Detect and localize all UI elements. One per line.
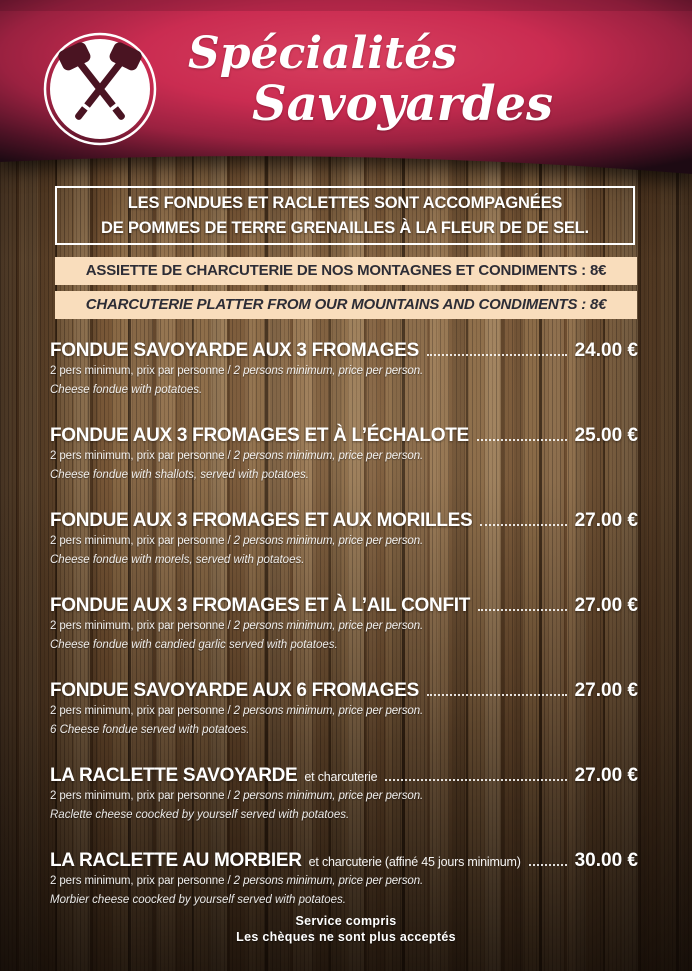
item-price: 27.00 € [574, 680, 638, 701]
item-detail [50, 534, 638, 549]
item-price: 27.00 € [574, 765, 638, 786]
item-detail [50, 449, 638, 464]
dotted-leader [478, 609, 567, 611]
item-detail-fr: 2 pers minimum, prix par personne / [50, 450, 234, 462]
item-name: LA RACLETTE SAVOYARDE [50, 765, 298, 786]
item-detail-fr: 2 pers minimum, prix par personne / [50, 620, 234, 632]
item-description: Cheese fondue with potatoes. [50, 384, 203, 396]
item-price: 30.00 € [574, 850, 638, 871]
item-detail-fr: 2 pers minimum, prix par personne / [50, 875, 234, 887]
menu-item [50, 510, 638, 595]
dotted-leader [480, 524, 566, 526]
item-price: 27.00 € [574, 595, 638, 616]
charcuterie-banner-en-text: CHARCUTERIE PLATTER FROM OUR MOUNTAINS AND CONDIMENTS : 8€ [85, 296, 607, 313]
item-suffix: et charcuterie [304, 770, 378, 784]
item-detail [50, 364, 638, 379]
item-title-row [50, 510, 638, 531]
item-title-row [50, 765, 638, 786]
item-name: LA RACLETTE AU MORBIER [50, 850, 302, 871]
item-detail-fr: 2 pers minimum, prix par personne / [50, 365, 234, 377]
menu-list [50, 340, 638, 935]
item-description: Raclette cheese coocked by yourself served with potatoes. [50, 809, 350, 821]
item-detail-fr: 2 pers minimum, prix par personne / [50, 790, 234, 802]
item-title-row [50, 680, 638, 701]
item-title-row [50, 340, 638, 361]
dotted-leader [427, 694, 567, 696]
item-price: 24.00 € [574, 340, 638, 361]
page-title-line1: Spécialités [188, 28, 458, 79]
notice-line2: DE POMMES DE TERRE GRENAILLES À LA FLEUR DE DE SEL. [101, 218, 589, 237]
item-name: FONDUE SAVOYARDE AUX 3 FROMAGES [50, 340, 419, 361]
item-description: Morbier cheese coocked by yourself served with potatoes. [50, 894, 346, 906]
item-description: Cheese fondue with shallots, served with potatoes. [50, 469, 309, 481]
item-detail-en: 2 persons minimum, price per person. [233, 450, 424, 462]
item-price: 25.00 € [574, 425, 638, 446]
item-detail-en: 2 persons minimum, price per person. [233, 790, 424, 802]
item-detail-en: 2 persons minimum, price per person. [233, 620, 424, 632]
notice-line1: LES FONDUES ET RACLETTES SONT ACCOMPAGNÉES [127, 193, 563, 212]
menu-item [50, 680, 638, 765]
footer-line2: Les chèques ne sont plus acceptés [236, 930, 456, 944]
item-detail [50, 704, 638, 719]
item-suffix: et charcuterie (affiné 45 jours minimum) [308, 855, 521, 869]
notice-box [55, 186, 635, 245]
charcuterie-banner-fr [55, 257, 637, 285]
item-detail-en: 2 persons minimum, price per person. [233, 535, 424, 547]
item-description: Cheese fondue with morels, served with potatoes. [50, 554, 305, 566]
item-detail [50, 874, 638, 889]
dotted-leader [477, 439, 567, 441]
crossed-ice-axes-icon [42, 31, 158, 147]
item-name: FONDUE AUX 3 FROMAGES ET À L’AIL CONFIT [50, 595, 471, 616]
item-name: FONDUE AUX 3 FROMAGES ET AUX MORILLES [50, 510, 473, 531]
item-detail-fr: 2 pers minimum, prix par personne / [50, 705, 234, 717]
item-name: FONDUE AUX 3 FROMAGES ET À L’ÉCHALOTE [50, 425, 469, 446]
dotted-leader [529, 864, 567, 866]
item-description: Cheese fondue with candied garlic served with potatoes. [50, 639, 338, 651]
footer [0, 913, 692, 945]
item-detail-fr: 2 pers minimum, prix par personne / [50, 535, 234, 547]
charcuterie-banner-fr-text: ASSIETTE DE CHARCUTERIE DE NOS MONTAGNES ET CONDIMENTS : 8€ [85, 262, 607, 279]
item-detail-en: 2 persons minimum, price per person. [233, 705, 424, 717]
menu-item [50, 425, 638, 510]
item-description: 6 Cheese fondue served with potatoes. [50, 724, 250, 736]
item-detail [50, 789, 638, 804]
footer-line1: Service compris [295, 914, 397, 928]
item-detail [50, 619, 638, 634]
charcuterie-banner-en [55, 291, 637, 319]
dotted-leader [385, 779, 566, 781]
menu-item [50, 595, 638, 680]
item-title-row [50, 850, 638, 871]
menu-item [50, 765, 638, 850]
item-title-row [50, 595, 638, 616]
item-name: FONDUE SAVOYARDE AUX 6 FROMAGES [50, 680, 419, 701]
dotted-leader [427, 354, 567, 356]
menu-item [50, 340, 638, 425]
item-detail-en: 2 persons minimum, price per person. [233, 875, 424, 887]
item-title-row [50, 425, 638, 446]
item-detail-en: 2 persons minimum, price per person. [233, 365, 424, 377]
item-price: 27.00 € [574, 510, 638, 531]
page-title-line2: Savoyardes [252, 76, 554, 132]
